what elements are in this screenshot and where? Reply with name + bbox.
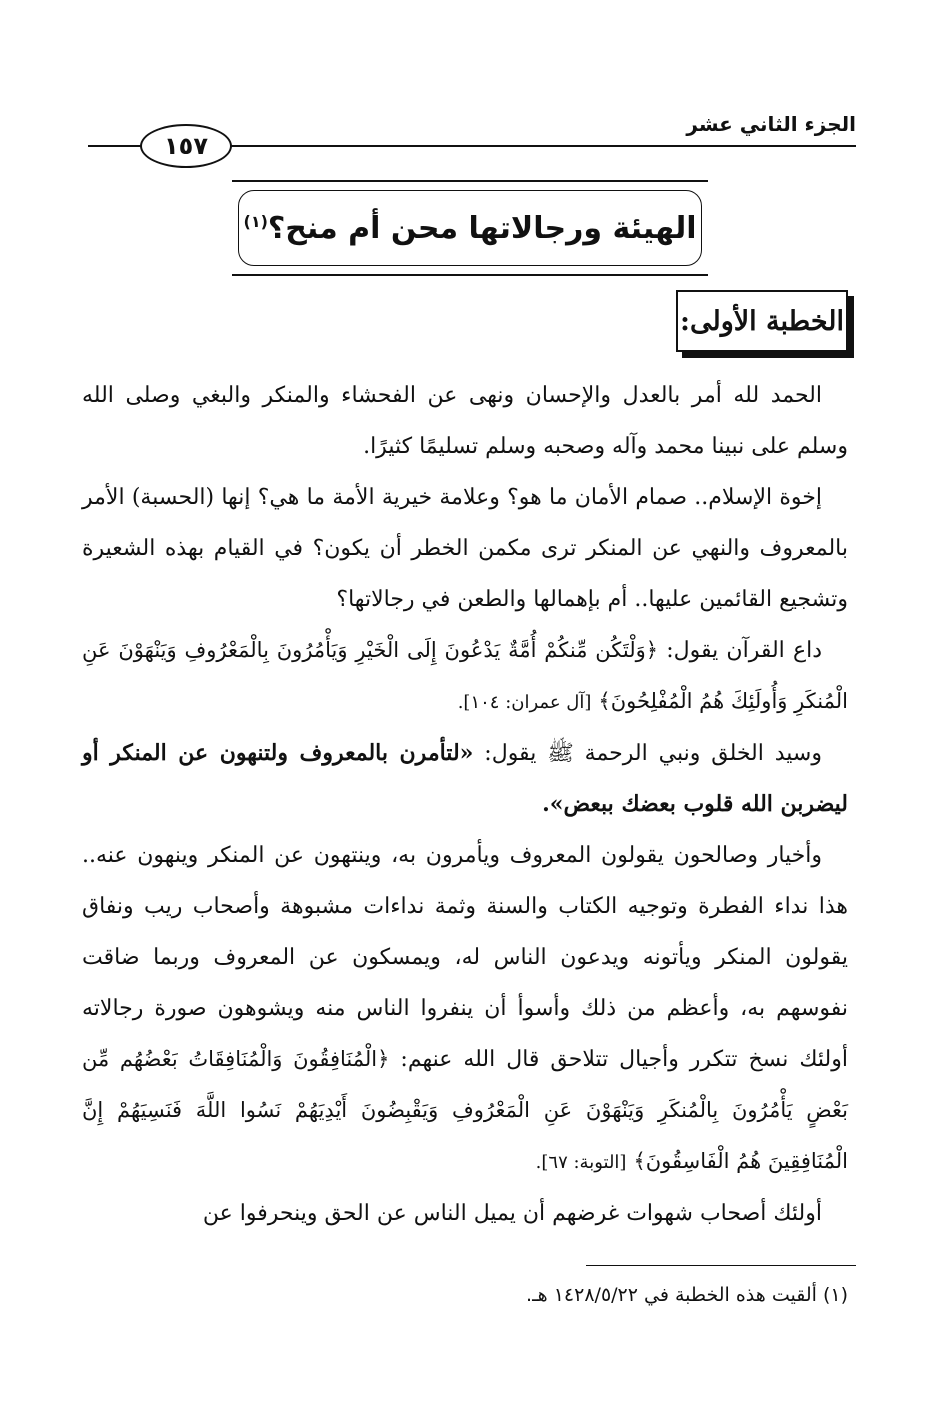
title-frame — [232, 180, 708, 276]
title-inner-frame — [238, 190, 702, 266]
paragraph-4-intro: وسيد الخلق ونبي الرحمة ﷺ يقول: — [484, 741, 822, 766]
paragraph-3-intro: داع القرآن يقول: — [666, 638, 822, 663]
footnote-rule — [586, 1265, 856, 1266]
paragraph-5-text: وأخيار وصالحون يقولون المعروف ويأمرون به، وينتهون عن المنكر وينهون عنه.. هذا نداء الفطرة وتوجيه الكتاب والسنة وثمة نداءات مشبوهة وأصحاب ريب ونفاق يقولون المنكر ويأتونه ويدعون الناس له، ويمسكون عن المعروف وربما ضاقت نفوسهم به، وأعظم من ذلك وأسوأ أن ينفروا الناس منه ويشوهون صورة رجالاته أولئك نسخ تتكرر وأجيال تتلاحق قال الله عنهم: — [82, 843, 848, 1072]
page-number: ١٥٧ — [164, 132, 208, 160]
paragraph-2: إخوة الإسلام.. صمام الأمان ما هو؟ وعلامة خيرية الأمة ما هي؟ إنها (الحسبة) الأمر بالمعروف والنهي عن المنكر ترى مكمن الخطر أن يكون؟ في القيام بهذه الشعيرة وتشجيع القائمين عليها.. أم بإهمالها والطعن في رجالاتها؟ — [82, 485, 848, 612]
quran-verse-2: ﴿الْمُنَافِقُونَ وَالْمُنَافِقَاتُ بَعْضُهُم مِّن بَعْضٍ يَأْمُرُونَ بِالْمُنكَرِ وَيَنْهَوْنَ عَنِ الْمَعْرُوفِ وَيَقْبِضُونَ أَيْدِيَهُمْ نَسُوا اللَّهَ فَنَسِيَهُمْ إِنَّ الْمُنَافِقِينَ هُمُ الْفَاسِقُونَ﴾ — [82, 1047, 848, 1173]
paragraph-4 — [82, 728, 848, 830]
section-heading-box — [676, 290, 848, 352]
chapter-title — [244, 211, 697, 246]
paragraph-3 — [82, 625, 848, 728]
chapter-title-text: الهيئة ورجالاتها محن أم منح؟ — [267, 210, 697, 246]
title-footnote-marker: (١) — [243, 211, 268, 231]
page-number-badge — [140, 124, 232, 168]
paragraph-1: الحمد لله أمر بالعدل والإحسان ونهى عن الفحشاء والمنكر والبغي وصلى الله وسلم على نبينا محمد وآله وصحبه وسلم تسليمًا كثيرًا. — [82, 383, 848, 459]
verse-1-reference: [آل عمران: ١٠٤]. — [457, 692, 592, 713]
hadith-quote: «لتأمرن بالمعروف ولتنهون عن المنكر أو ليضربن الله قلوب بعضك ببعض». — [82, 740, 848, 817]
section-heading: الخطبة الأولى: — [680, 305, 844, 337]
verse-2-reference: [التوبة: ٦٧]. — [535, 1152, 627, 1173]
body-text — [82, 370, 848, 1239]
paragraph-5 — [82, 830, 848, 1188]
running-head: الجزء الثاني عشر — [686, 112, 856, 136]
quran-verse-1: ﴿وَلْتَكُن مِّنكُمْ أُمَّةٌ يَدْعُونَ إِلَى الْخَيْرِ وَيَأْمُرُونَ بِالْمَعْرُوفِ وَيَنْهَوْنَ عَنِ الْمُنكَرِ وَأُولَئِكَ هُمُ الْمُفْلِحُونَ﴾ — [82, 638, 848, 713]
paragraph-6: أولئك أصحاب شهوات غرضهم أن يميل الناس عن الحق وينحرفوا عن — [202, 1201, 822, 1226]
footnote: (١) ألقيت هذه الخطبة في ١٤٢٨/٥/٢٢ هـ. — [526, 1284, 848, 1306]
